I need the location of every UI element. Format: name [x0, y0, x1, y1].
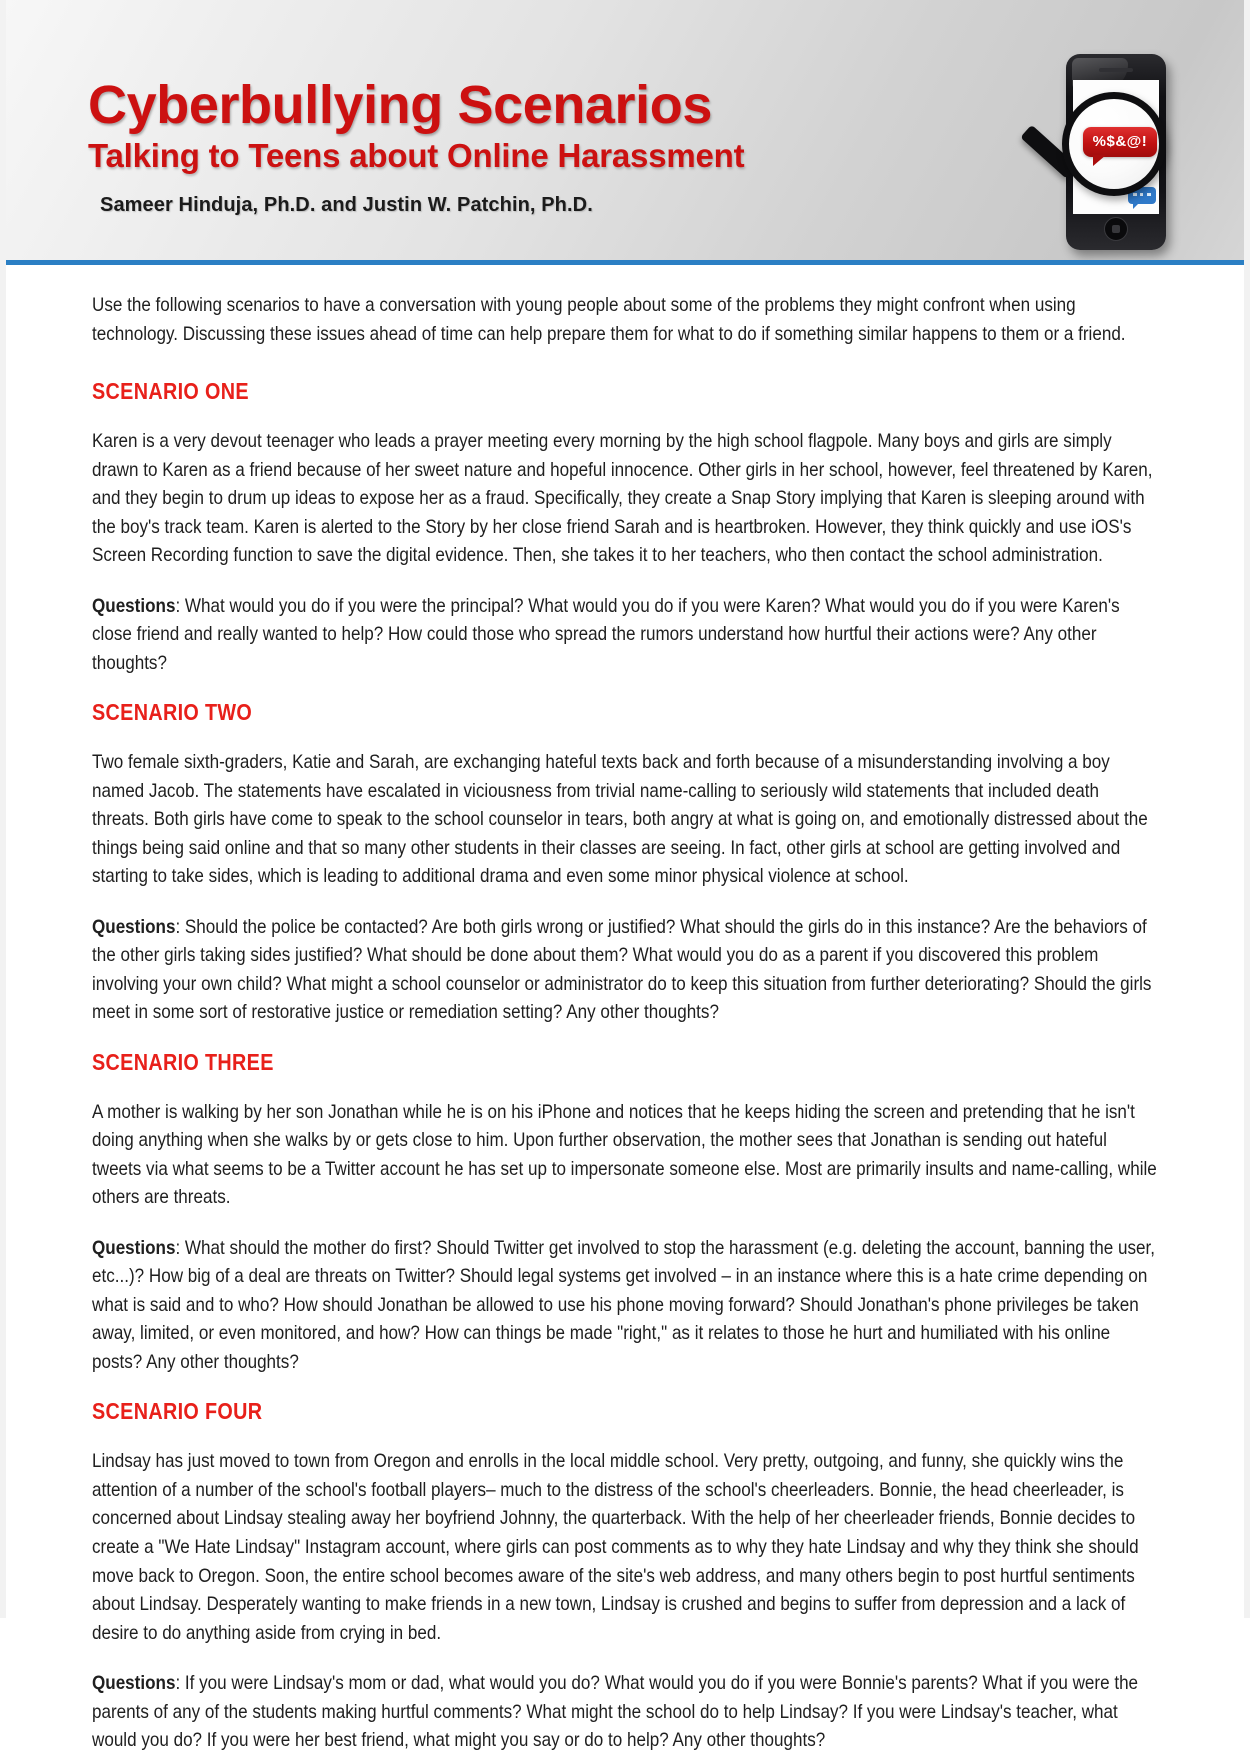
profanity-bubble: %$&@!: [1083, 127, 1157, 157]
smartphone-magnifier-icon: [1004, 46, 1196, 256]
document-body: [6, 265, 1244, 1755]
questions-text: : What would you do if you were the principal? What would you do if you were Karen? What would you do if you were Karen's close friend and really wanted to help? How could those who spread the rumors understand how hurtful their actions were? Any other thoughts?: [92, 594, 1120, 674]
questions-text: : What should the mother do first? Should Twitter get involved to stop the harassment (e.g. deleting the account, banning the user, etc...)? How big of a deal are threats on Twitter? Should legal systems get involved – in an instance where this is a hate crime depending on what is said and to who? How should Jonathan be allowed to use his phone moving forward? Should Jonathan's phone privileges be taken away, limited, or even monitored, and how? How can things be made "right," as it relates to those he hurt and humiliated with his online posts? Any other thoughts?: [92, 1236, 1155, 1373]
scenario-two-heading: SCENARIO TWO: [92, 699, 253, 726]
scenario-four-questions: [92, 1669, 1158, 1755]
header-divider: [6, 260, 1244, 265]
questions-label: Questions: [92, 1672, 176, 1695]
scenario-four-heading: SCENARIO FOUR: [92, 1398, 263, 1425]
questions-label: Questions: [92, 594, 176, 617]
magnifier-lens-icon: [1062, 92, 1166, 196]
phone-speaker-icon: [1099, 68, 1133, 72]
scenario-three-questions: [92, 1234, 1158, 1377]
scenario-one-questions: [92, 592, 1158, 678]
header-text-block: [88, 75, 908, 217]
scenario-two-body: Two female sixth-graders, Katie and Sarah, are exchanging hateful texts back and forth because of a misunderstanding involving a boy named Jacob. The statements have escalated in viciousness from trivial name-calling to seriously wild statements that included death threats. Both girls have come to speak to the school counselor in tears, both angry at what is going on, and emotionally distressed about the things being said online and that so many other students in their classes are seeing. In fact, other girls at school are getting involved and starting to take sides, which is leading to additional drama and even some minor physical violence at school.: [92, 751, 1148, 888]
questions-label: Questions: [92, 915, 176, 938]
page-title: Cyberbullying Scenarios: [88, 75, 712, 135]
home-button-icon: [1104, 217, 1128, 241]
questions-text: : Should the police be contacted? Are both girls wrong or justified? What should the girls do in this instance? Are the behaviors of the other girls taking sides justified? What should be done about them? What would you do as a parent if you discovered this problem involving your own child? What might a school counselor or administrator do to keep this situation from further deteriorating? Should the girls meet in some sort of restorative justice or remediation setting? Any other thoughts?: [92, 915, 1152, 1024]
scenario-two-questions: [92, 913, 1158, 1027]
scenario-one-heading: SCENARIO ONE: [92, 378, 249, 405]
scenario-three-body: A mother is walking by her son Jonathan while he is on his iPhone and notices that he keeps hiding the screen and pretending that he isn't doing anything when she walks by or gets close to him. Upon further observation, the mother sees that Jonathan is sending out hateful tweets via what seems to be a Twitter account he has set up to impersonate someone else. Most are primarily insults and name-calling, while others are threats.: [92, 1100, 1157, 1209]
questions-label: Questions: [92, 1236, 176, 1259]
scenario-one-body: Karen is a very devout teenager who leads a prayer meeting every morning by the high school flagpole. Many boys and girls are simply drawn to Karen as a friend because of her sweet nature and hopeful innocence. Other girls in her school, however, feel threatened by Karen, and they begin to drum up ideas to expose her as a fraud. Specifically, they create a Snap Story implying that Karen is sleeping around with the boy's track team. Karen is alerted to the Story by her close friend Sarah and is heartbroken. However, they think quickly and use iOS's Screen Recording function to save the digital evidence. Then, she takes it to her teachers, who then contact the school administration.: [92, 430, 1153, 567]
document-header: [6, 0, 1244, 265]
questions-text: : If you were Lindsay's mom or dad, what would you do? What would you do if you were Bonnie's parents? What if you were the parents of any of the students making hurtful comments? What might the school do to help Lindsay? If you were Lindsay's teacher, what would you do? If you were her best friend, what might you say or do to help? Any other thoughts?: [92, 1672, 1139, 1752]
page-subtitle: Talking to Teens about Online Harassment: [88, 137, 745, 175]
scenario-three-heading: SCENARIO THREE: [92, 1048, 274, 1075]
intro-paragraph: Use the following scenarios to have a conversation with young people about some of the problems they might confront when using technology. Discussing these issues ahead of time can help prepare them for what to do if something similar happens to them or a friend.: [92, 294, 1126, 345]
scenario-four-body: Lindsay has just moved to town from Oregon and enrolls in the local middle school. Very pretty, outgoing, and funny, she quickly wins the attention of a number of the school's football players– much to the distress of the school's cheerleaders. Bonnie, the head cheerleader, is concerned about Lindsay stealing away her boyfriend Johnny, the quarterback. With the help of her cheerleader friends, Bonnie decides to create a "We Hate Lindsay" Instagram account, where girls can post comments as to why they hate Lindsay and why they think she should move back to Oregon. Soon, the entire school becomes aware of the site's web address, and many others begin to post hurtful sentiments about Lindsay. Desperately wanting to make friends in a new town, Lindsay is crushed and begins to suffer from depression and a lack of desire to do anything aside from crying in bed.: [92, 1450, 1139, 1644]
authors-line: Sameer Hinduja, Ph.D. and Justin W. Patchin, Ph.D.: [100, 193, 593, 216]
